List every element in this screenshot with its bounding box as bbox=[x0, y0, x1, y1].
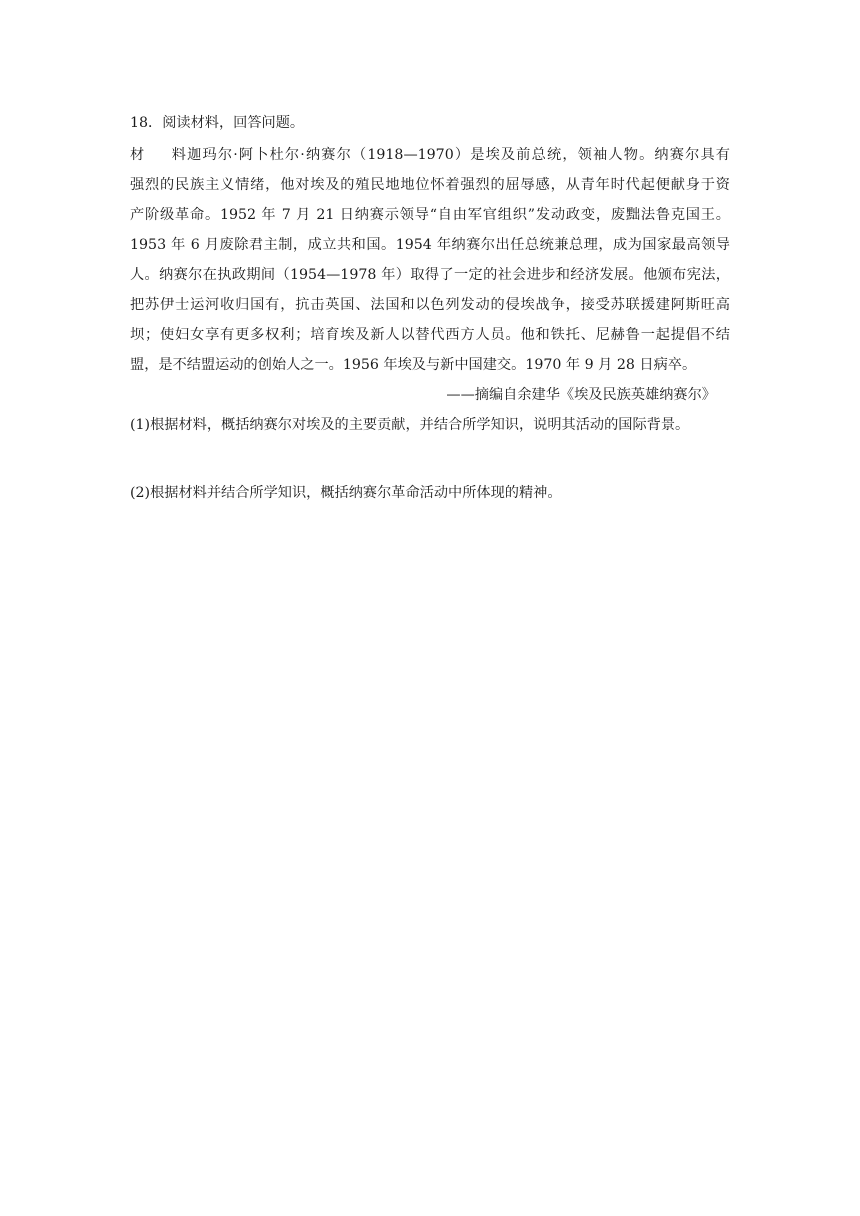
material-label: 材料 bbox=[130, 147, 186, 163]
material-line: 1953 年 6 月废除君主制，成立共和国。1954 年纳赛尔出任总统兼总理，成为国家最高领导 bbox=[130, 237, 730, 253]
material-line: 把苏伊士运河收归国有，抗击英国、法国和以色列发动的侵埃战争，接受苏联援建阿斯旺高 bbox=[130, 297, 730, 313]
material-line: 盟，是不结盟运动的创始人之一。1956 年埃及与新中国建交。1970 年 9 月 28 日病卒。 bbox=[130, 357, 697, 373]
sub-question-1: (1)根据材料，概括纳赛尔对埃及的主要贡献，并结合所学知识，说明其活动的国际背景。 bbox=[130, 417, 690, 433]
material-line-text: 迦玛尔·阿卜杜尔·纳赛尔（1918—1970）是埃及前总统，领袖人物。纳赛尔具有 bbox=[186, 147, 730, 163]
material-line: 人。纳赛尔在执政期间（1954—1978 年）取得了一定的社会进步和经济发展。他颁布宪法， bbox=[130, 267, 730, 283]
material-line: 产阶级革命。1952 年 7 月 21 日纳赛示领导“自由军官组织”发动政变，废黜法鲁克国王。 bbox=[130, 207, 730, 223]
material-line: 强烈的民族主义情绪，他对埃及的殖民地地位怀着强烈的屈辱感，从青年时代起便献身于资 bbox=[130, 177, 730, 193]
material-line: 坝；使妇女享有更多权利；培育埃及新人以替代西方人员。他和铁托、尼赫鲁一起提倡不结 bbox=[130, 327, 730, 343]
material-passage bbox=[130, 140, 730, 380]
material-source: ——摘编自余建华《埃及民族英雄纳赛尔》 bbox=[446, 387, 716, 403]
question-block bbox=[130, 108, 730, 508]
question-title: 18．阅读材料，回答问题。 bbox=[130, 115, 305, 131]
material-line bbox=[130, 140, 730, 170]
sub-question-2: (2)根据材料并结合所学知识，概括纳赛尔革命活动中所体现的精神。 bbox=[130, 485, 562, 501]
